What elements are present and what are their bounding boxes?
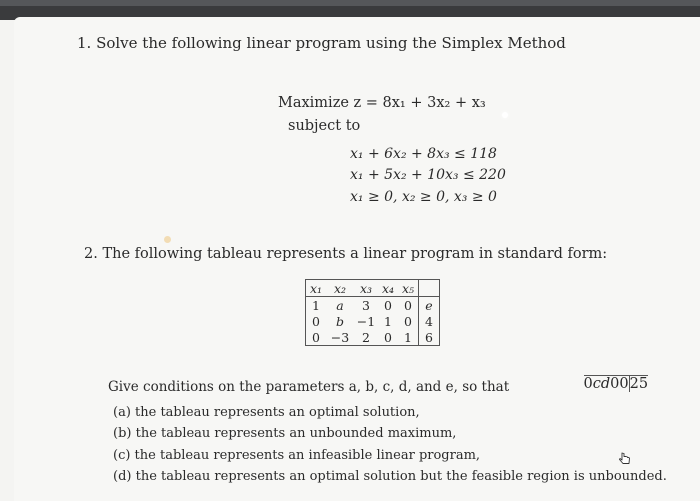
tableau-cell: b: [335, 313, 344, 329]
problem2-heading: 2. The following tableau represents a linear program in standard form:: [84, 246, 608, 262]
tableau-objective-row: [584, 375, 649, 392]
tableau-cell: 0: [619, 375, 629, 392]
tableau-cell: −1: [356, 313, 376, 329]
tableau-cell: 0: [312, 313, 320, 329]
conditions-intro: Give conditions on the parameters a, b, c, d, and e, so that: [108, 379, 510, 395]
tableau-cell: 0: [404, 313, 412, 329]
tableau-header-cell: x₅: [398, 280, 419, 297]
simplex-tableau: [305, 279, 649, 392]
tableau-cell: e: [419, 297, 440, 314]
tableau-row: [306, 297, 440, 314]
constraint-2: x₁ + 5x₂ + 10x₃ ≤ 220: [350, 167, 506, 183]
tableau-cell: 0: [384, 297, 392, 313]
tableau-cell: 25: [629, 375, 649, 392]
tableau-cell: 2: [362, 329, 370, 345]
subject-to-label: subject to: [288, 118, 361, 134]
tableau-cell: 6: [419, 329, 440, 345]
constraint-1: x₁ + 6x₂ + 8x₃ ≤ 118: [350, 146, 497, 162]
part-d: (d) the tableau represents an optimal solution but the feasible region is unbounded.: [113, 469, 667, 484]
tableau-header-cell: x₁: [306, 280, 327, 297]
tableau-header-cell: x₃: [354, 280, 378, 297]
tableau-cell: 1: [384, 313, 392, 329]
problem1-heading: 1. Solve the following linear program using the Simplex Method: [77, 34, 566, 52]
objective-function: Maximize z = 8x₁ + 3x₂ + x₃: [278, 95, 486, 111]
tableau-header-cell: x₄: [378, 280, 398, 297]
tableau-cell: 0: [384, 329, 392, 345]
part-b: (b) the tableau represents an unbounded maximum,: [113, 426, 457, 441]
glare-spot: [164, 236, 171, 243]
tableau-header-row: [306, 280, 440, 297]
tableau-cell: 1: [404, 329, 412, 345]
tableau-cell: 0: [610, 375, 620, 392]
part-a: (a) the tableau represents an optimal solution,: [113, 405, 420, 420]
tableau-cell: 0: [404, 297, 412, 313]
tableau-cell: 1: [312, 297, 320, 313]
tableau-cell: d: [600, 375, 611, 392]
tableau-cell: 4: [419, 313, 440, 329]
tableau-cell: 3: [362, 297, 370, 313]
part-c: (c) the tableau represents an infeasible linear program,: [113, 448, 481, 463]
tableau-cell: c: [592, 375, 601, 392]
glare-spot: [502, 112, 508, 118]
mouse-pointer-icon: [617, 450, 633, 466]
tableau-row: [306, 329, 440, 345]
constraint-nonnegativity: x₁ ≥ 0, x₂ ≥ 0, x₃ ≥ 0: [350, 189, 497, 205]
tableau-row: [306, 313, 440, 329]
tableau-cell: 0: [312, 329, 320, 345]
tableau-header-cell: x₂: [326, 280, 354, 297]
tableau-cell: −3: [330, 329, 350, 345]
tableau-cell: 0: [583, 375, 593, 392]
tableau-header-cell: [419, 280, 440, 297]
tableau-cell: a: [336, 297, 344, 313]
